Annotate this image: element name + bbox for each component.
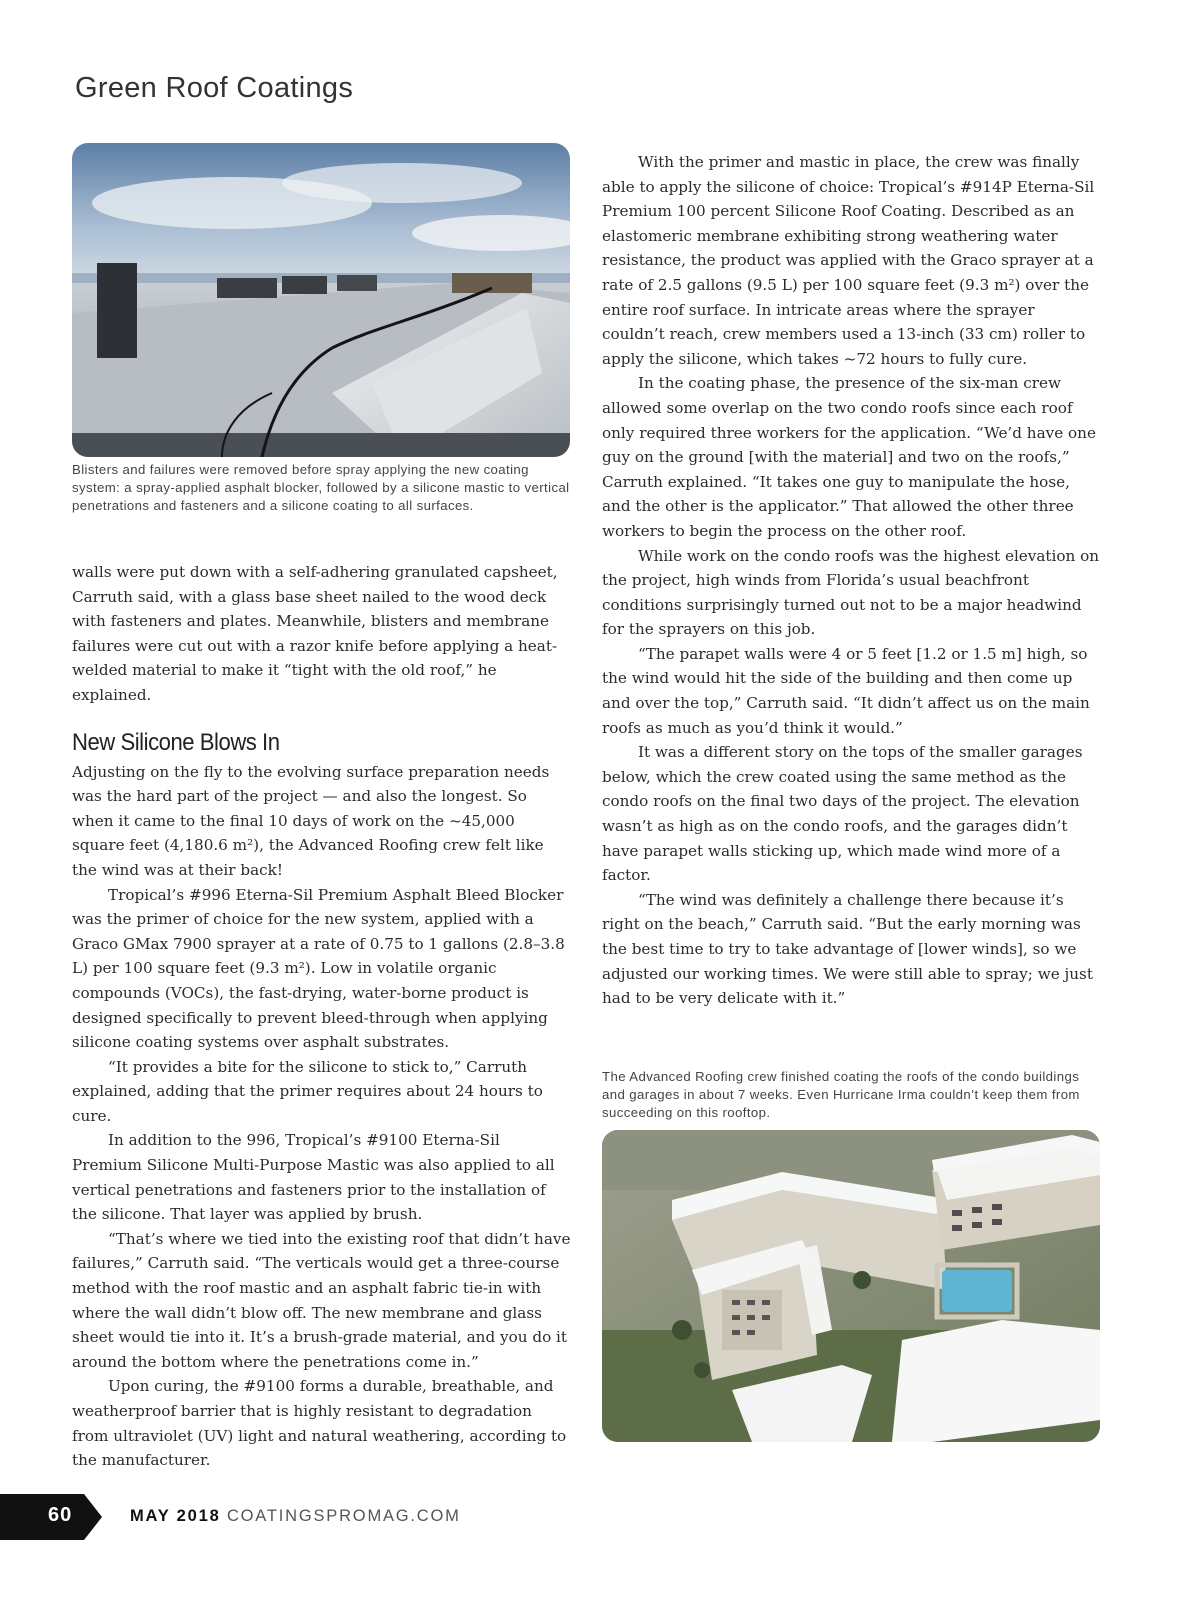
- section-title: Green Roof Coatings: [75, 72, 354, 104]
- paragraph: In addition to the 996, Tropical’s #9100 Eterna-Sil Premium Silicone Multi-Purpose Mastic was also applied to all vertical penetrations and fasteners prior to the installation of the silicone. That layer was applied by brush.: [72, 1131, 555, 1224]
- paragraph: Tropical’s #996 Eterna-Sil Premium Asphalt Bleed Blocker was the primer of choice for the new system, applied with a Graco GMax 7900 sprayer at a rate of 0.75 to 1 gallons (2.8–3.8 L) per 100 square feet (9.3 m²). Low in volatile organic compounds (VOCs), the fast-drying, water-borne product is designed specifically to prevent bleed-through when applying silicone coating systems over asphalt substrates.: [72, 885, 565, 1052]
- issue-date: MAY 2018: [130, 1507, 221, 1525]
- paragraph: It was a different story on the tops of the smaller garages below, which the crew coated using the same method as the condo roofs on the final two days of the project. The elevation wasn’t as high as on the condo roofs, and the garages didn’t have parapet walls sticking up, which made wind more of a factor.: [602, 743, 1083, 885]
- photo2-caption: The Advanced Roofing crew finished coating the roofs of the condo buildings and garages in about 7 weeks. Even Hurricane Irma couldn’t keep them from succeeding on this rooftop.: [602, 1069, 1080, 1120]
- condo-aerial-photo: [602, 1130, 1100, 1442]
- paragraph: “That’s where we tied into the existing roof that didn’t have failures,” Carruth said. “The verticals would get a three-course method with the roof mastic and an asphalt fabric tie-in with where the wall didn’t blow off. The new membrane and glass sheet would tie into it. It’s a brush-grade material, and you do it around the bottom where the penetrations come in.”: [72, 1229, 571, 1371]
- page-footer: [0, 1494, 1200, 1540]
- paragraph: “The parapet walls were 4 or 5 feet [1.2 or 1.5 m] high, so the wind would hit the side of the building and then come up and over the top,” Carruth said. “It didn’t affect us on the main roofs as much as you’d think it would.”: [602, 644, 1090, 737]
- roof-spray-photo: [72, 143, 570, 457]
- subheading: New Silicone Blows In: [72, 728, 280, 756]
- site-link[interactable]: COATINGSPROMAG.COM: [226, 1507, 461, 1525]
- paragraph: With the primer and mastic in place, the crew was finally able to apply the silicone of choice: Tropical’s #914P Eterna-Sil Premium 100 percent Silicone Roof Coating. Described as an elastomeric membrane exhibiting strong weathering water resistance, the product was applied with the Graco sprayer at a rate of 2.5 gallons (9.5 L) per 100 square feet (9.3 m²) over the entire roof surface. In intricate areas where the sprayer couldn’t reach, crew members used a 13-inch (33 cm) roller to apply the silicone, which takes ~72 hours to fully cure.: [602, 153, 1095, 368]
- paragraph: While work on the condo roofs was the highest elevation on the project, high winds from Florida’s usual beachfront conditions surprisingly turned out not to be a major headwind for the sprayers on this job.: [602, 546, 1100, 639]
- paragraph: “The wind was definitely a challenge there because it’s right on the beach,” Carruth said. “But the early morning was the best time to try to take advantage of [lower winds], so we adjusted our working times. We were still able to spray; we just had to be very delicate with it.”: [602, 890, 1093, 1008]
- paragraph: In the coating phase, the presence of the six-man crew allowed some overlap on the two condo roofs since each roof only required three workers for the application. “We’d have one guy on the ground [with the material] and two on the roofs,” Carruth explained. “It takes one guy to manipulate the hose, and the other is the applicator.” That allowed the other three workers to begin the process on the other roof.: [602, 374, 1096, 540]
- roof-spray-illustration: [72, 143, 570, 457]
- footer-text: [130, 1507, 461, 1526]
- paragraph: Adjusting on the fly to the evolving surface preparation needs was the hard part of the project — and also the longest. So when it came to the final 10 days of work on the ~45,000 square feet (4,180.6 m²), the Advanced Roofing crew felt like the wind was at their back!: [72, 762, 550, 879]
- right-column: [602, 150, 1102, 1011]
- paragraph: walls were put down with a self-adhering granulated capsheet, Carruth said, with a glass base sheet nailed to the wood deck with fasteners and plates. Meanwhile, blisters and membrane failures were cut out with a razor knife before applying a heat-welded material to make it “tight with the old roof,” he explained.: [72, 563, 558, 704]
- paragraph: “It provides a bite for the silicone to stick to,” Carruth explained, adding that the primer requires about 24 hours to cure.: [72, 1057, 543, 1125]
- paragraph: Upon curing, the #9100 forms a durable, breathable, and weatherproof barrier that is highly resistant to degradation from ultraviolet (UV) light and natural weathering, according to the manufacturer.: [72, 1377, 567, 1470]
- left-column: [72, 560, 572, 1473]
- photo1-caption: Blisters and failures were removed before spray applying the new coating system: a spray-applied asphalt blocker, followed by a silicone mastic to vertical penetrations and fasteners and a silicone coating to all surfaces.: [72, 462, 570, 513]
- condo-aerial-illustration: [602, 1130, 1100, 1442]
- page-number: 60: [48, 1504, 73, 1526]
